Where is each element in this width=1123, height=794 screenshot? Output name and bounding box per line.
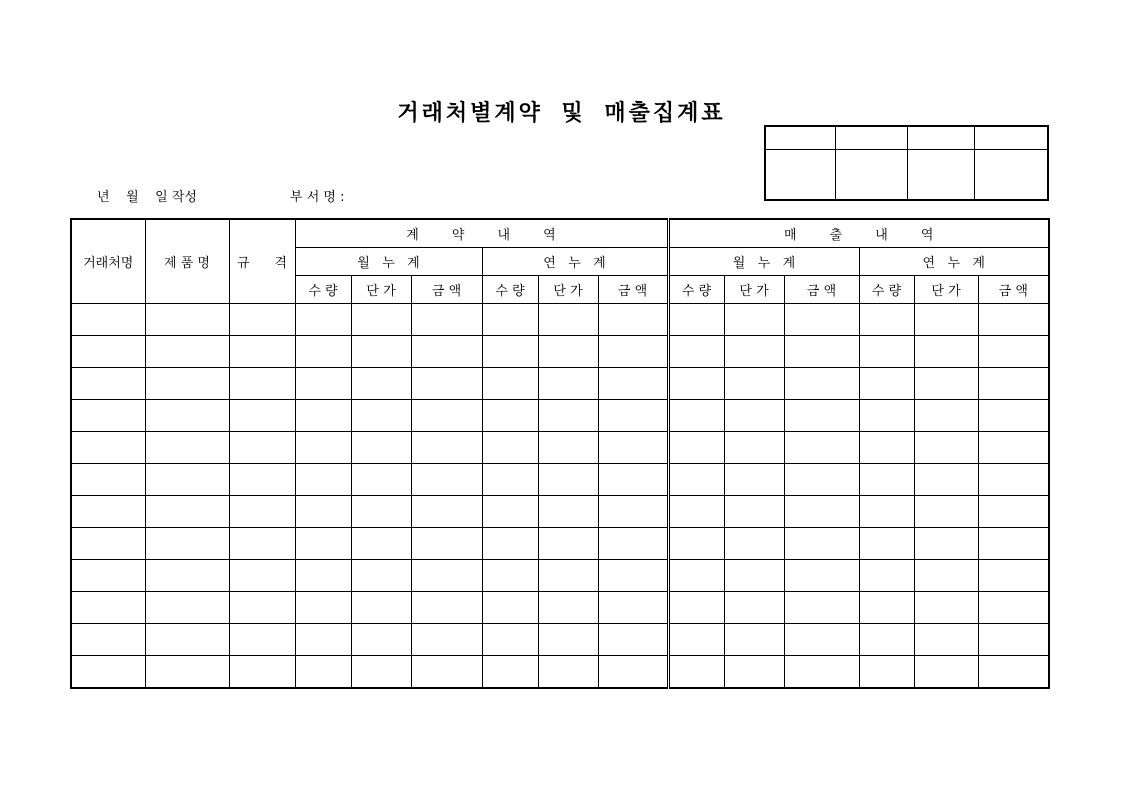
table-cell[interactable] [978, 560, 1049, 592]
contract-monthly-header: 월 누 계 [295, 248, 482, 276]
table-cell[interactable] [538, 592, 598, 624]
product-name-header: 제 품 명 [145, 219, 229, 304]
table-row [71, 496, 1049, 528]
table-cell[interactable] [724, 432, 784, 464]
table-cell[interactable] [482, 656, 538, 689]
sales-monthly-header: 월 누 계 [668, 248, 859, 276]
table-cell[interactable] [229, 400, 295, 432]
table-cell[interactable] [411, 368, 482, 400]
table-cell[interactable] [229, 592, 295, 624]
amount-header: 금 액 [978, 276, 1049, 304]
table-cell[interactable] [71, 528, 145, 560]
table-cell[interactable] [482, 368, 538, 400]
table-cell[interactable] [482, 336, 538, 368]
table-cell[interactable] [229, 336, 295, 368]
table-cell[interactable] [71, 368, 145, 400]
table-cell[interactable] [145, 560, 229, 592]
table-cell[interactable] [351, 304, 411, 336]
table-cell[interactable] [784, 496, 859, 528]
table-cell[interactable] [978, 432, 1049, 464]
table-cell[interactable] [145, 496, 229, 528]
table-cell[interactable] [724, 336, 784, 368]
table-cell[interactable] [859, 336, 914, 368]
table-cell[interactable] [978, 624, 1049, 656]
table-row [71, 368, 1049, 400]
table-cell[interactable] [668, 496, 724, 528]
table-cell[interactable] [229, 624, 295, 656]
table-cell[interactable] [411, 624, 482, 656]
table-cell[interactable] [71, 656, 145, 689]
table-cell[interactable] [978, 368, 1049, 400]
table-cell[interactable] [538, 624, 598, 656]
table-cell[interactable] [914, 432, 978, 464]
table-cell[interactable] [71, 400, 145, 432]
approval-box [764, 125, 1049, 201]
table-cell[interactable] [295, 336, 351, 368]
date-written-label: 년 월 일 작성 [97, 190, 197, 205]
table-cell[interactable] [914, 400, 978, 432]
table-cell[interactable] [482, 624, 538, 656]
table-cell[interactable] [295, 464, 351, 496]
table-cell[interactable] [411, 528, 482, 560]
table-cell[interactable] [598, 432, 668, 464]
table-cell[interactable] [784, 624, 859, 656]
table-cell[interactable] [71, 464, 145, 496]
table-cell[interactable] [724, 592, 784, 624]
table-cell[interactable] [351, 624, 411, 656]
table-cell[interactable] [351, 560, 411, 592]
table-cell[interactable] [538, 368, 598, 400]
quantity-header: 수 량 [295, 276, 351, 304]
table-cell[interactable] [295, 400, 351, 432]
table-cell[interactable] [411, 304, 482, 336]
table-cell[interactable] [784, 400, 859, 432]
sales-details-header: 매 출 내 역 [668, 219, 1049, 248]
table-cell[interactable] [71, 592, 145, 624]
table-cell[interactable] [724, 560, 784, 592]
table-row [71, 304, 1049, 336]
table-cell[interactable] [71, 336, 145, 368]
table-cell[interactable] [978, 336, 1049, 368]
table-cell[interactable] [914, 592, 978, 624]
table-row [71, 624, 1049, 656]
table-row [71, 592, 1049, 624]
table-cell[interactable] [724, 464, 784, 496]
table-cell[interactable] [668, 528, 724, 560]
unit-price-header: 단 가 [538, 276, 598, 304]
table-cell[interactable] [914, 624, 978, 656]
unit-price-header: 단 가 [351, 276, 411, 304]
table-cell[interactable] [914, 464, 978, 496]
table-cell[interactable] [351, 368, 411, 400]
table-cell[interactable] [978, 528, 1049, 560]
table-cell[interactable] [859, 592, 914, 624]
table-cell[interactable] [724, 400, 784, 432]
approval-sign-cell[interactable] [907, 150, 974, 201]
table-cell[interactable] [784, 304, 859, 336]
document-title: 거래처별계약 및 매출집계표 [397, 100, 726, 126]
table-row [71, 528, 1049, 560]
table-cell[interactable] [978, 592, 1049, 624]
table-cell[interactable] [668, 464, 724, 496]
table-cell[interactable] [784, 336, 859, 368]
table-cell[interactable] [598, 464, 668, 496]
table-cell[interactable] [145, 432, 229, 464]
quantity-header: 수 량 [859, 276, 914, 304]
table-cell[interactable] [859, 624, 914, 656]
quantity-header: 수 량 [668, 276, 724, 304]
table-cell[interactable] [538, 336, 598, 368]
table-cell[interactable] [295, 432, 351, 464]
table-cell[interactable] [784, 656, 859, 689]
table-cell[interactable] [859, 560, 914, 592]
table-cell[interactable] [482, 400, 538, 432]
approval-header-cell[interactable] [765, 126, 835, 150]
table-cell[interactable] [598, 400, 668, 432]
table-cell[interactable] [351, 336, 411, 368]
table-cell[interactable] [598, 528, 668, 560]
table-cell[interactable] [859, 464, 914, 496]
table-cell[interactable] [351, 656, 411, 689]
table-cell[interactable] [229, 464, 295, 496]
summary-table [70, 218, 1050, 689]
table-cell[interactable] [411, 560, 482, 592]
table-row [71, 656, 1049, 689]
table-row [71, 400, 1049, 432]
table-cell[interactable] [784, 528, 859, 560]
table-cell[interactable] [668, 368, 724, 400]
table-row [71, 464, 1049, 496]
table-cell[interactable] [978, 656, 1049, 689]
table-cell[interactable] [295, 592, 351, 624]
table-cell[interactable] [668, 624, 724, 656]
table-cell[interactable] [668, 656, 724, 689]
table-cell[interactable] [411, 432, 482, 464]
table-cell[interactable] [229, 432, 295, 464]
table-cell[interactable] [668, 432, 724, 464]
table-cell[interactable] [914, 368, 978, 400]
table-cell[interactable] [295, 560, 351, 592]
table-cell[interactable] [482, 464, 538, 496]
table-cell[interactable] [145, 304, 229, 336]
amount-header: 금 액 [411, 276, 482, 304]
table-cell[interactable] [859, 528, 914, 560]
table-cell[interactable] [598, 560, 668, 592]
table-cell[interactable] [351, 464, 411, 496]
amount-header: 금 액 [598, 276, 668, 304]
table-cell[interactable] [598, 656, 668, 689]
table-cell[interactable] [71, 560, 145, 592]
table-row [71, 432, 1049, 464]
table-cell[interactable] [482, 592, 538, 624]
table-cell[interactable] [145, 528, 229, 560]
table-cell[interactable] [538, 464, 598, 496]
table-cell[interactable] [914, 304, 978, 336]
unit-price-header: 단 가 [914, 276, 978, 304]
table-cell[interactable] [538, 528, 598, 560]
table-cell[interactable] [229, 368, 295, 400]
table-cell[interactable] [229, 560, 295, 592]
table-cell[interactable] [859, 304, 914, 336]
table-cell[interactable] [978, 400, 1049, 432]
table-cell[interactable] [145, 336, 229, 368]
table-cell[interactable] [724, 304, 784, 336]
table-cell[interactable] [859, 656, 914, 689]
table-cell[interactable] [351, 528, 411, 560]
approval-sign-cell[interactable] [765, 150, 835, 201]
table-cell[interactable] [978, 464, 1049, 496]
table-cell[interactable] [978, 496, 1049, 528]
spec-header: 규 격 [229, 219, 295, 304]
table-cell[interactable] [482, 432, 538, 464]
table-cell[interactable] [71, 624, 145, 656]
table-cell[interactable] [859, 400, 914, 432]
table-cell[interactable] [784, 432, 859, 464]
table-row [71, 336, 1049, 368]
table-cell[interactable] [295, 496, 351, 528]
amount-header: 금 액 [784, 276, 859, 304]
table-cell[interactable] [914, 336, 978, 368]
approval-sign-cell[interactable] [835, 150, 907, 201]
table-cell[interactable] [598, 592, 668, 624]
table-cell[interactable] [411, 592, 482, 624]
table-cell[interactable] [482, 304, 538, 336]
table-cell[interactable] [145, 592, 229, 624]
table-cell[interactable] [411, 464, 482, 496]
table-cell[interactable] [668, 592, 724, 624]
table-cell[interactable] [784, 560, 859, 592]
table-cell[interactable] [978, 304, 1049, 336]
table-cell[interactable] [538, 304, 598, 336]
table-cell[interactable] [784, 464, 859, 496]
table-cell[interactable] [538, 432, 598, 464]
table-cell[interactable] [145, 368, 229, 400]
table-cell[interactable] [71, 432, 145, 464]
table-cell[interactable] [482, 496, 538, 528]
table-row [71, 560, 1049, 592]
table-cell[interactable] [724, 528, 784, 560]
table-cell[interactable] [784, 592, 859, 624]
table-cell[interactable] [668, 336, 724, 368]
department-name-label: 부 서 명 : [290, 190, 345, 205]
table-cell[interactable] [295, 368, 351, 400]
table-cell[interactable] [914, 496, 978, 528]
table-cell[interactable] [229, 656, 295, 689]
table-cell[interactable] [482, 560, 538, 592]
table-cell[interactable] [668, 400, 724, 432]
table-cell[interactable] [538, 496, 598, 528]
table-cell[interactable] [145, 656, 229, 689]
table-cell[interactable] [351, 400, 411, 432]
approval-header-cell[interactable] [907, 126, 974, 150]
table-cell[interactable] [914, 560, 978, 592]
table-cell[interactable] [724, 624, 784, 656]
table-cell[interactable] [411, 496, 482, 528]
customer-name-header: 거래처명 [71, 219, 145, 304]
table-cell[interactable] [411, 400, 482, 432]
table-cell[interactable] [295, 656, 351, 689]
table-cell[interactable] [598, 368, 668, 400]
table-cell[interactable] [724, 496, 784, 528]
table-cell[interactable] [598, 496, 668, 528]
table-cell[interactable] [229, 528, 295, 560]
quantity-header: 수 량 [482, 276, 538, 304]
table-cell[interactable] [724, 368, 784, 400]
table-cell[interactable] [914, 528, 978, 560]
table-cell[interactable] [668, 560, 724, 592]
sales-yearly-header: 연 누 계 [859, 248, 1049, 276]
table-cell[interactable] [295, 624, 351, 656]
approval-sign-cell[interactable] [974, 150, 1048, 201]
table-cell[interactable] [145, 624, 229, 656]
table-cell[interactable] [724, 656, 784, 689]
approval-header-cell[interactable] [835, 126, 907, 150]
table-cell[interactable] [145, 400, 229, 432]
table-cell[interactable] [229, 496, 295, 528]
table-cell[interactable] [598, 304, 668, 336]
table-cell[interactable] [598, 336, 668, 368]
table-cell[interactable] [482, 528, 538, 560]
table-cell[interactable] [538, 656, 598, 689]
table-cell[interactable] [859, 496, 914, 528]
contract-details-header: 계 약 내 역 [295, 219, 668, 248]
table-cell[interactable] [411, 656, 482, 689]
table-cell[interactable] [784, 368, 859, 400]
table-cell[interactable] [914, 656, 978, 689]
approval-header-cell[interactable] [974, 126, 1048, 150]
table-cell[interactable] [295, 304, 351, 336]
table-cell[interactable] [229, 304, 295, 336]
table-cell[interactable] [859, 368, 914, 400]
table-cell[interactable] [351, 432, 411, 464]
table-cell[interactable] [351, 496, 411, 528]
table-cell[interactable] [145, 464, 229, 496]
table-cell[interactable] [295, 528, 351, 560]
table-cell[interactable] [538, 560, 598, 592]
table-cell[interactable] [411, 336, 482, 368]
table-cell[interactable] [351, 592, 411, 624]
table-cell[interactable] [71, 304, 145, 336]
table-cell[interactable] [668, 304, 724, 336]
table-cell[interactable] [538, 400, 598, 432]
table-cell[interactable] [859, 432, 914, 464]
contract-yearly-header: 연 누 계 [482, 248, 668, 276]
unit-price-header: 단 가 [724, 276, 784, 304]
table-cell[interactable] [598, 624, 668, 656]
table-cell[interactable] [71, 496, 145, 528]
